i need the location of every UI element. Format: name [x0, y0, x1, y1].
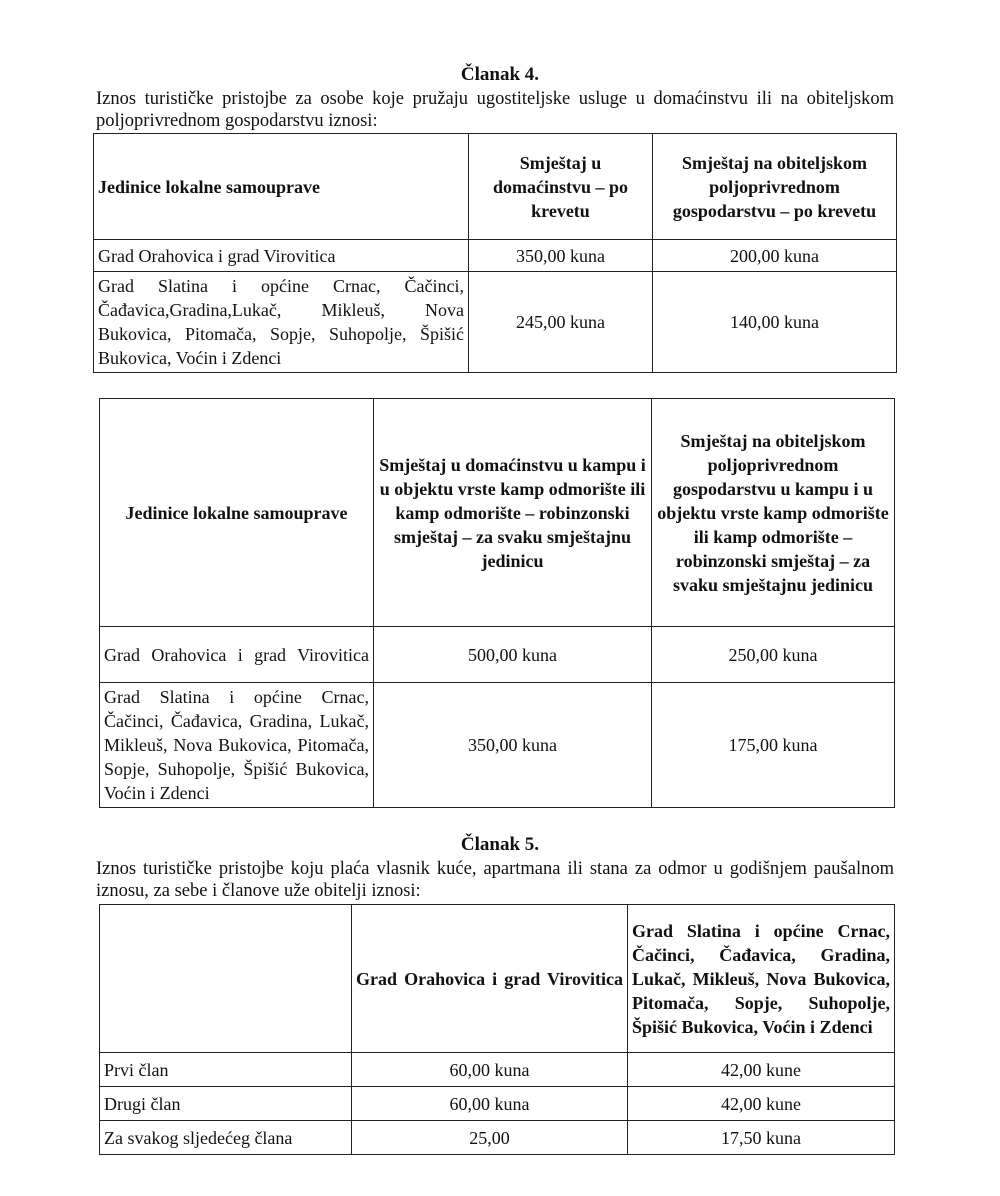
table-1-header-unit: Jedinice lokalne samouprave [94, 134, 469, 240]
table-2-row-1-unit: Grad Orahovica i grad Virovitica [100, 627, 374, 683]
table-3-row-1-col2: 60,00 kuna [352, 1053, 628, 1087]
clanak-4-intro: Iznos turističke pristojbe za osobe koje pružaju ugostiteljske usluge u domaćinstvu ili na obiteljskom poljoprivrednom gospodarstvu iznosi: [96, 89, 894, 131]
table-3 [99, 904, 895, 1155]
table-3-row-1-label: Prvi član [100, 1053, 352, 1087]
table-1-row-2-col3: 140,00 kuna [653, 272, 897, 373]
table-2-row-2-col3: 175,00 kuna [652, 683, 895, 808]
table-2-row-2-col2: 350,00 kuna [374, 683, 652, 808]
table-1-row-2-unit: Grad Slatina i općine Crnac, Čačinci, Čađavica,Gradina,Lukač, Mikleuš, Nova Bukovica, Pitomača, Sopje, Suhopolje, Špišić Bukovica, Voćin i Zdenci [94, 272, 469, 373]
table-row [100, 1121, 895, 1155]
clanak-4-heading: Članak 4. [460, 64, 540, 85]
clanak-5-intro: Iznos turističke pristojbe koju plaća vlasnik kuće, apartmana ili stana za odmor u godišnjem paušalnom iznosu, za sebe i članove uže obitelji iznosi: [96, 859, 894, 901]
table-1-row-1-unit: Grad Orahovica i grad Virovitica [94, 240, 469, 272]
table-1-header-col3: Smještaj na obiteljskom poljoprivrednom gospodarstvu – po krevetu [653, 134, 897, 240]
table-row [94, 272, 897, 373]
table-row [94, 240, 897, 272]
table-row [100, 627, 895, 683]
table-3-header-col2: Grad Orahovica i grad Virovitica [352, 905, 628, 1053]
table-3-row-3-col2: 25,00 [352, 1121, 628, 1155]
table-3-row-2-col2: 60,00 kuna [352, 1087, 628, 1121]
table-1 [93, 133, 897, 373]
table-2 [99, 398, 895, 808]
table-3-row-2-label: Drugi član [100, 1087, 352, 1121]
table-2-row-1-col2: 500,00 kuna [374, 627, 652, 683]
table-3-header-empty [100, 905, 352, 1053]
table-1-header-col2: Smještaj u domaćinstvu – po krevetu [469, 134, 653, 240]
table-row [100, 683, 895, 808]
table-3-row-1-col3: 42,00 kune [628, 1053, 895, 1087]
table-1-row-1-col2: 350,00 kuna [469, 240, 653, 272]
table-3-row-3-label: Za svakog sljedećeg člana [100, 1121, 352, 1155]
table-3-row-3-col3: 17,50 kuna [628, 1121, 895, 1155]
table-3-row-2-col3: 42,00 kune [628, 1087, 895, 1121]
table-3-header-col3: Grad Slatina i općine Crnac, Čačinci, Čađavica, Gradina, Lukač, Mikleuš, Nova Bukovica, Pitomača, Sopje, Suhopolje, Špišić Bukovica, Voćin i Zdenci [628, 905, 895, 1053]
table-2-header-col2: Smještaj u domaćinstvu u kampu i u objektu vrste kamp odmorište ili kamp odmorište – robinzonski smještaj – za svaku smještajnu jedinicu [374, 399, 652, 627]
table-2-header-unit: Jedinice lokalne samouprave [100, 399, 374, 627]
table-2-header-col3: Smještaj na obiteljskom poljoprivrednom gospodarstvu u kampu i u objektu vrste kamp odmorište ili kamp odmorište – robinzonski smještaj – za svaku smještajnu jedinicu [652, 399, 895, 627]
table-2-row-1-col3: 250,00 kuna [652, 627, 895, 683]
table-row [100, 1053, 895, 1087]
table-2-row-2-unit: Grad Slatina i općine Crnac, Čačinci, Čađavica, Gradina, Lukač, Mikleuš, Nova Bukovica, Pitomača, Sopje, Suhopolje, Špišić Bukovica, Voćin i Zdenci [100, 683, 374, 808]
clanak-5-heading: Članak 5. [460, 834, 540, 855]
table-row [100, 1087, 895, 1121]
table-1-row-2-col2: 245,00 kuna [469, 272, 653, 373]
table-1-row-1-col3: 200,00 kuna [653, 240, 897, 272]
